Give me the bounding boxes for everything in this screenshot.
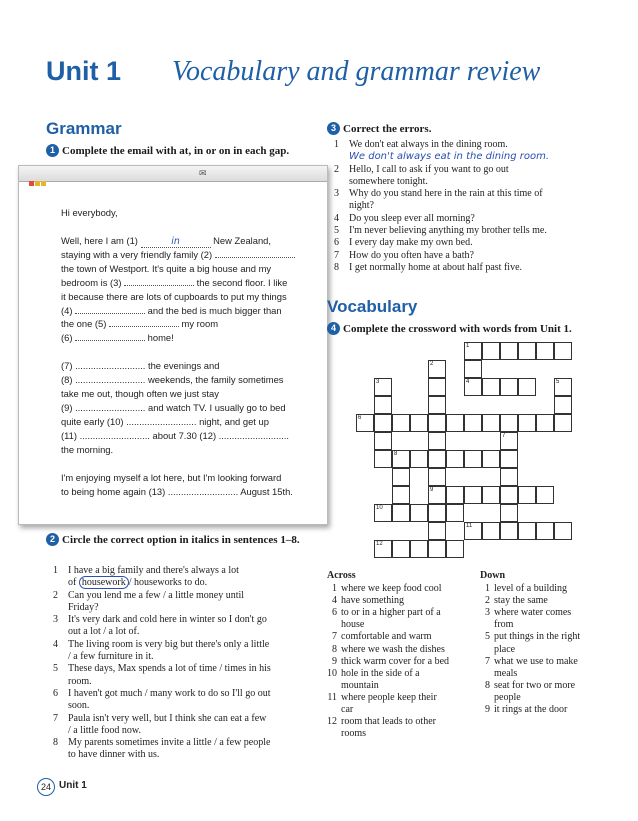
clue-line: place	[494, 643, 516, 655]
item-line: room.	[68, 675, 92, 687]
clue-item	[327, 595, 472, 607]
crossword-cell[interactable]	[428, 378, 446, 396]
crossword-cell[interactable]	[518, 486, 536, 504]
list-item	[327, 139, 627, 151]
item-line: night?	[349, 200, 374, 212]
clue-line: stay the same	[494, 595, 548, 607]
crossword-cell[interactable]	[500, 342, 518, 360]
crossword-cell[interactable]	[482, 414, 500, 432]
item-number: 6	[334, 237, 339, 249]
item-line: The living room is very big but there's only a little	[68, 638, 270, 650]
email-text: home!	[145, 332, 174, 344]
email-text: the town of Westport. It's quite a big house and my	[61, 262, 272, 274]
email-text: my room	[178, 318, 219, 330]
email-line: (11) ........................... about 7.30 (12) ...........................	[61, 429, 290, 441]
item-line: I'm never believing anything my brother tells me.	[349, 225, 547, 237]
email-text: bedroom is (3)	[61, 276, 125, 288]
item-number: 8	[53, 737, 58, 749]
clue-line: from	[494, 619, 514, 631]
crossword-cell[interactable]	[518, 342, 536, 360]
clue-number: 7	[332, 631, 337, 643]
crossword-cell[interactable]	[554, 342, 572, 360]
crossword-cell[interactable]	[536, 342, 554, 360]
list-item	[46, 737, 316, 762]
clue-item	[480, 583, 630, 595]
clue-line: mountain	[341, 679, 379, 691]
item-line: / a few furniture in it.	[68, 651, 154, 663]
clue-line: where we keep food cool	[341, 583, 442, 595]
down-heading: Down	[480, 570, 506, 581]
crossword-clue-label: 7	[502, 433, 506, 439]
crossword-cell[interactable]	[500, 522, 518, 540]
unit-number: Unit 1	[46, 56, 122, 86]
clue-item	[327, 583, 472, 595]
clue-number: 2	[485, 595, 490, 607]
clue-line: level of a building	[494, 583, 568, 595]
clue-line: where people keep their	[341, 691, 437, 703]
clue-line: have something	[341, 595, 405, 607]
item-line: I have a big family and there's always a lot	[68, 565, 239, 576]
clue-number: 1	[332, 583, 337, 595]
crossword-cell[interactable]	[392, 468, 410, 486]
crossword-clue-label: 1	[466, 343, 470, 349]
task-4-instruction	[327, 322, 572, 335]
crossword-cell[interactable]	[518, 378, 536, 396]
crossword-cell[interactable]	[374, 450, 392, 468]
clue-line: what we use to make	[494, 655, 578, 667]
item-line: How do you often have a bath?	[349, 249, 474, 261]
crossword-cell[interactable]	[464, 486, 482, 504]
email-line: take me out, though often we just stay	[61, 388, 219, 400]
task-1-text: Complete the email with at, in or on in each gap.	[62, 145, 290, 157]
item-number: 1	[53, 565, 58, 576]
crossword-clue-label: 5	[556, 379, 560, 385]
answer-gap	[109, 326, 179, 327]
page-number: 24	[37, 778, 55, 796]
clue-item	[327, 607, 472, 631]
item-line: Hello, I call to ask if you want to go out	[349, 163, 509, 175]
answer-gap	[75, 313, 145, 314]
across-clues	[327, 570, 472, 740]
item-line: I get normally home at about half past five.	[349, 261, 523, 273]
crossword-cell[interactable]	[428, 468, 446, 486]
email-paragraph-3	[61, 471, 311, 499]
clue-item	[480, 607, 630, 631]
item-number: 6	[53, 687, 58, 699]
email-card	[18, 165, 328, 525]
item-number: 3	[53, 614, 58, 626]
email-body	[61, 206, 311, 512]
crossword-cell[interactable]	[536, 522, 554, 540]
crossword-cell[interactable]	[410, 414, 428, 432]
crossword-cell[interactable]	[518, 414, 536, 432]
clue-line: room that leads to other	[341, 716, 436, 728]
item-number: 4	[53, 638, 58, 650]
clue-line: seat for two or more	[494, 679, 576, 691]
crossword-cell[interactable]	[428, 504, 446, 522]
clue-line: meals	[494, 667, 518, 679]
list-item	[327, 213, 627, 225]
item-number: 7	[334, 249, 339, 261]
crossword-cell[interactable]	[374, 432, 392, 450]
crossword-cell[interactable]	[554, 522, 572, 540]
crossword-cell[interactable]	[446, 540, 464, 558]
clue-item	[327, 644, 472, 656]
task-2-instruction	[46, 533, 311, 547]
item-line: out a lot / a lot of.	[68, 626, 140, 638]
answer-gap	[141, 235, 211, 248]
email-greeting: Hi everybody,	[61, 207, 118, 218]
list-item	[46, 590, 316, 615]
clue-item	[480, 680, 630, 704]
email-text: (4)	[61, 304, 76, 316]
crossword-cell[interactable]	[446, 486, 464, 504]
item-line: We don't eat always in the dining room.	[349, 139, 508, 150]
item-number: 8	[334, 261, 339, 273]
list-item	[46, 565, 316, 590]
clue-number: 9	[332, 655, 337, 667]
list-item	[46, 639, 316, 664]
item-line: I haven't got much / many work to do so I'll go out	[68, 687, 271, 699]
handwritten-answer: in	[171, 235, 180, 247]
clue-item	[327, 668, 472, 692]
clue-line: rooms	[341, 728, 366, 740]
email-line	[61, 317, 311, 331]
crossword-clue-label: 6	[358, 415, 362, 421]
clue-line: where water comes	[494, 607, 572, 619]
list-item	[46, 713, 316, 738]
crossword-clue-label: 2	[430, 361, 434, 367]
crossword-cell[interactable]	[374, 396, 392, 414]
crossword-cell[interactable]	[464, 450, 482, 468]
crossword-cell[interactable]	[482, 378, 500, 396]
item-number: 3	[334, 188, 339, 200]
email-line	[61, 262, 311, 276]
email-text: Well, here I am (1)	[61, 234, 141, 246]
email-line: (8) ........................... weekends, the family sometimes	[61, 374, 284, 386]
crossword-cell[interactable]	[482, 522, 500, 540]
clue-number: 11	[327, 691, 337, 703]
list-item	[46, 614, 316, 639]
crossword-cell[interactable]	[374, 414, 392, 432]
crossword-cell[interactable]	[392, 414, 410, 432]
item-line: Do you sleep ever all morning?	[349, 212, 475, 224]
task-3-list	[327, 139, 627, 274]
crossword-cell[interactable]	[500, 414, 518, 432]
task-4-text: Complete the crossword with words from Unit 1.	[343, 323, 572, 335]
crossword-cell[interactable]	[554, 414, 572, 432]
item-line: Friday?	[68, 601, 99, 613]
email-text: the one (5)	[61, 318, 109, 330]
task-3-text: Correct the errors.	[343, 123, 432, 135]
clue-number: 8	[485, 679, 490, 691]
crossword-cell[interactable]	[482, 342, 500, 360]
email-text: (6)	[61, 332, 76, 344]
item-number: 5	[53, 663, 58, 675]
clue-line: thick warm cover for a bed	[341, 655, 450, 667]
email-text: it because there are lots of cupboards to put my things	[61, 290, 287, 302]
item-number: 1	[334, 139, 339, 150]
clue-item	[327, 716, 472, 740]
email-line: quite early (10) ........................... night, and get up	[61, 415, 269, 427]
envelope-icon: ✉	[199, 169, 207, 179]
clue-number: 1	[485, 583, 490, 595]
task-number-badge: 3	[327, 122, 340, 135]
email-line	[61, 276, 311, 290]
item-line: soon.	[68, 700, 90, 712]
clue-line: put things in the right	[494, 631, 581, 643]
clue-number: 6	[332, 607, 337, 619]
unit-title: Vocabulary and grammar review	[172, 56, 541, 87]
crossword-cell[interactable]	[500, 378, 518, 396]
item-line: My parents sometimes invite a little / a few people	[68, 737, 271, 749]
item-line: It's very dark and cold here in winter so I don't go	[68, 614, 267, 626]
list-item	[327, 188, 627, 213]
crossword-cell[interactable]	[428, 450, 446, 468]
task-2-list	[46, 565, 316, 762]
window-dots-icon	[29, 171, 47, 190]
clue-number: 9	[485, 704, 490, 716]
clue-number: 7	[485, 655, 490, 667]
clue-line: it rings at the door	[494, 704, 568, 716]
item-line: of housework / houseworks to do.	[68, 577, 208, 589]
email-line: the morning.	[61, 443, 114, 455]
answer-gap	[75, 340, 145, 341]
item-line: I every day make my own bed.	[349, 237, 473, 249]
crossword-cell[interactable]	[500, 468, 518, 486]
item-line: / a little food now.	[68, 724, 141, 736]
crossword-clue-label: 3	[376, 379, 380, 385]
clue-item	[480, 631, 630, 655]
list-item	[327, 237, 627, 249]
list-item	[327, 262, 627, 274]
crossword-cell[interactable]	[536, 486, 554, 504]
crossword-cell[interactable]	[410, 540, 428, 558]
crossword-cell[interactable]	[428, 396, 446, 414]
clue-number: 8	[332, 643, 337, 655]
crossword-cell[interactable]	[392, 540, 410, 558]
clue-line: to or in a higher part of a	[341, 607, 441, 619]
crossword-cell[interactable]	[410, 450, 428, 468]
clue-item	[480, 595, 630, 607]
across-heading: Across	[327, 570, 356, 581]
clue-number: 10	[327, 667, 337, 679]
item-line: We don't always eat in the dining room.	[349, 151, 550, 163]
crossword-cell[interactable]	[500, 450, 518, 468]
list-item	[327, 151, 627, 163]
email-line	[61, 234, 311, 248]
item-number: 2	[53, 589, 58, 601]
list-item	[327, 164, 627, 189]
email-line	[61, 331, 311, 345]
crossword-cell[interactable]	[428, 414, 446, 432]
crossword-clue-label: 9	[430, 487, 434, 493]
item-line: Paula isn't very well, but I think she can eat a few	[68, 712, 267, 724]
crossword-clue-label: 4	[466, 379, 470, 385]
grammar-heading: Grammar	[46, 119, 122, 138]
crossword-cell[interactable]	[392, 486, 410, 504]
clue-item	[327, 631, 472, 643]
item-number: 5	[334, 225, 339, 237]
clue-item	[480, 704, 630, 716]
list-item	[327, 250, 627, 262]
crossword-cell[interactable]	[536, 414, 554, 432]
crossword-cell[interactable]	[428, 540, 446, 558]
email-line: to being home again (13) ........................... August 15th.	[61, 485, 293, 497]
crossword-cell[interactable]	[500, 504, 518, 522]
clue-line: house	[341, 619, 365, 631]
email-line	[61, 304, 311, 318]
clue-line: where we wash the dishes	[341, 643, 445, 655]
email-line	[61, 248, 311, 262]
crossword-cell[interactable]	[464, 414, 482, 432]
clue-line: car	[341, 704, 354, 716]
item-line: These days, Max spends a lot of time / times in his	[68, 663, 271, 675]
task-number-badge: 2	[46, 533, 59, 546]
email-text: the second floor. I like	[194, 276, 288, 288]
task-number-badge: 1	[46, 144, 59, 157]
answer-gap	[124, 285, 194, 286]
crossword-cell[interactable]	[446, 414, 464, 432]
email-text: New Zealand,	[210, 234, 271, 246]
email-line: I'm enjoying myself a lot here, but I'm looking forward	[61, 471, 282, 483]
crossword-cell[interactable]	[500, 486, 518, 504]
task-3-instruction	[327, 122, 431, 135]
crossword-clue-label: 12	[376, 541, 383, 547]
email-text: staying with a very friendly family (2)	[61, 248, 215, 260]
clue-number: 5	[485, 631, 490, 643]
clue-item	[327, 656, 472, 668]
clue-line: comfortable and warm	[341, 631, 432, 643]
clue-item	[480, 656, 630, 680]
crossword-clue-label: 11	[466, 523, 473, 529]
list-item	[46, 663, 316, 688]
email-text: and the bed is much bigger than	[145, 304, 282, 316]
item-line: Why do you stand here in the rain at this time of	[349, 188, 543, 200]
crossword-cell[interactable]	[446, 504, 464, 522]
email-paragraph-1	[61, 234, 311, 345]
crossword-cell[interactable]	[482, 450, 500, 468]
item-line: somewhere tonight.	[349, 175, 428, 187]
task-1-instruction	[46, 144, 289, 157]
crossword-cell[interactable]	[392, 504, 410, 522]
crossword-cell[interactable]	[446, 450, 464, 468]
list-item	[327, 225, 627, 237]
crossword-clue-label: 8	[394, 451, 398, 457]
email-line	[61, 290, 311, 304]
clue-number: 12	[327, 716, 337, 728]
crossword-cell[interactable]	[428, 432, 446, 450]
item-number: 7	[53, 712, 58, 724]
item-number: 2	[334, 163, 339, 175]
item-line: Can you lend me a few / a little money until	[68, 589, 245, 601]
answer-gap	[215, 257, 295, 258]
crossword-cell[interactable]	[410, 504, 428, 522]
footer-unit: Unit 1	[59, 780, 87, 791]
clue-number: 4	[332, 595, 337, 607]
crossword-cell[interactable]	[482, 486, 500, 504]
down-clues	[480, 570, 630, 716]
crossword-cell[interactable]	[464, 360, 482, 378]
crossword-cell[interactable]	[554, 396, 572, 414]
email-line: (7) ........................... the evenings and	[61, 360, 220, 372]
list-item	[46, 688, 316, 713]
clue-number: 3	[485, 607, 490, 619]
task-number-badge: 4	[327, 322, 340, 335]
clue-item	[327, 692, 472, 716]
item-line: to have dinner with us.	[68, 749, 160, 761]
email-line: (9) ........................... and watch TV. I usually go to bed	[61, 401, 286, 413]
clue-line: hole in the side of a	[341, 667, 420, 679]
crossword-cell[interactable]	[518, 522, 536, 540]
email-paragraph-2	[61, 359, 311, 456]
item-number: 4	[334, 212, 339, 224]
clue-line: people	[494, 691, 521, 703]
email-titlebar	[19, 166, 327, 182]
task-2-text: Circle the correct option in italics in sentences 1–8.	[62, 534, 300, 546]
vocabulary-heading: Vocabulary	[327, 297, 418, 316]
crossword-cell[interactable]	[428, 522, 446, 540]
crossword-clue-label: 10	[376, 505, 383, 511]
